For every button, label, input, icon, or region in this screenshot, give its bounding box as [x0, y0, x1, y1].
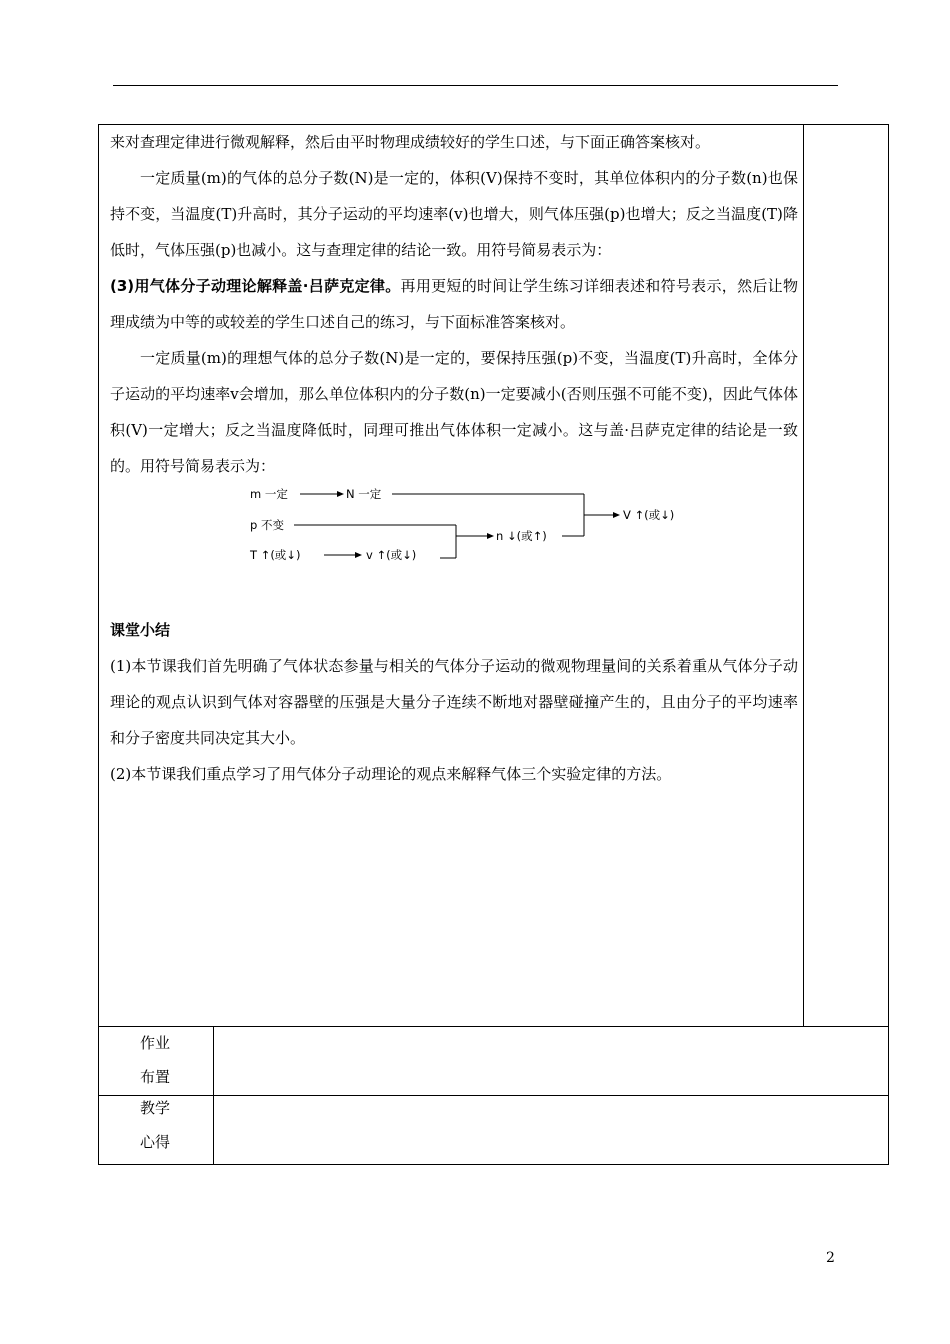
diagram-V-label: V ↑(或↓) [623, 508, 675, 522]
homework-label-line1: 作业 [140, 1034, 171, 1052]
section-heading-gay-lussac: (3)用气体分子动理论解释盖·吕萨克定律。 [110, 277, 401, 295]
symbol-diagram-svg [110, 484, 798, 612]
diagram-N-label: N 一定 [346, 487, 382, 501]
header-rule [113, 85, 838, 86]
diagram-n-label: n ↓(或↑) [496, 529, 547, 543]
frame-col-divider [803, 124, 804, 1027]
diagram-v-label: v ↑(或↓) [366, 548, 417, 562]
lesson-content [110, 124, 798, 792]
summary-point-1: (1)本节课我们首先明确了气体状态参量与相关的气体分子运动的微观物理量间的关系着重从气体分子动理论的观点认识到气体对容器壁的压强是大量分子连续不断地对器壁碰撞产生的，且由分子的平均速率和分子密度共同决定其大小。 [110, 657, 798, 747]
paragraph-gay-lussac-task [110, 268, 798, 340]
symbol-diagram [110, 484, 798, 612]
frame-left [98, 124, 99, 1165]
summary-point-2: (2)本节课我们重点学习了用气体分子动理论的观点来解释气体三个实验定律的方法。 [110, 765, 672, 783]
frame-right [888, 124, 889, 1165]
frame-bottom [98, 1164, 889, 1165]
reflection-label-line1: 教学 [140, 1099, 171, 1117]
paragraph-charles-explanation: 一定质量(m)的气体的总分子数(N)是一定的，体积(V)保持不变时，其单位体积内的分子数(n)也保持不变，当温度(T)升高时，其分子运动的平均速率(v)也增大，则气体压强(p)也增大；反之当温度(T)降低时，气体压强(p)也减小。这与查理定律的结论一致。用符号简易表示为： [110, 169, 798, 259]
frame-row-divider-2 [98, 1095, 889, 1096]
reflection-label [140, 1091, 170, 1159]
frame-row-divider-1 [98, 1026, 889, 1027]
page-number: 2 [826, 1250, 835, 1266]
reflection-label-line2: 心得 [140, 1133, 171, 1151]
paragraph-gay-lussac-explanation: 一定质量(m)的理想气体的总分子数(N)是一定的，要保持压强(p)不变，当温度(T)升高时，全体分子运动的平均速率v会增加，那么单位体积内的分子数(n)一定要减小(否则压强不可能不变)，因此气体体积(V)一定增大；反之当温度降低时，同理可推出气体体积一定减小。这与盖·吕萨克定律的结论是一致的。用符号简易表示为： [110, 349, 798, 475]
frame-label-divider [213, 1026, 214, 1165]
diagram-m-label: m 一定 [250, 487, 288, 501]
summary-heading: 课堂小结 [110, 621, 171, 639]
diagram-T-label: T ↑(或↓) [250, 548, 301, 562]
paragraph-charles-intro: 来对查理定律进行微观解释，然后由平时物理成绩较好的学生口述，与下面正确答案核对。 [110, 133, 711, 151]
paragraph-gay-lussac-task-text: 再用更短的时间让学生练习详细表述和符号表示，然后让物理成绩为中等的或较差的学生口述自己的练习，与下面标准答案核对。 [110, 277, 798, 331]
homework-label [140, 1026, 170, 1094]
diagram-p-label: p 不变 [250, 518, 284, 532]
homework-label-line2: 布置 [140, 1068, 171, 1086]
